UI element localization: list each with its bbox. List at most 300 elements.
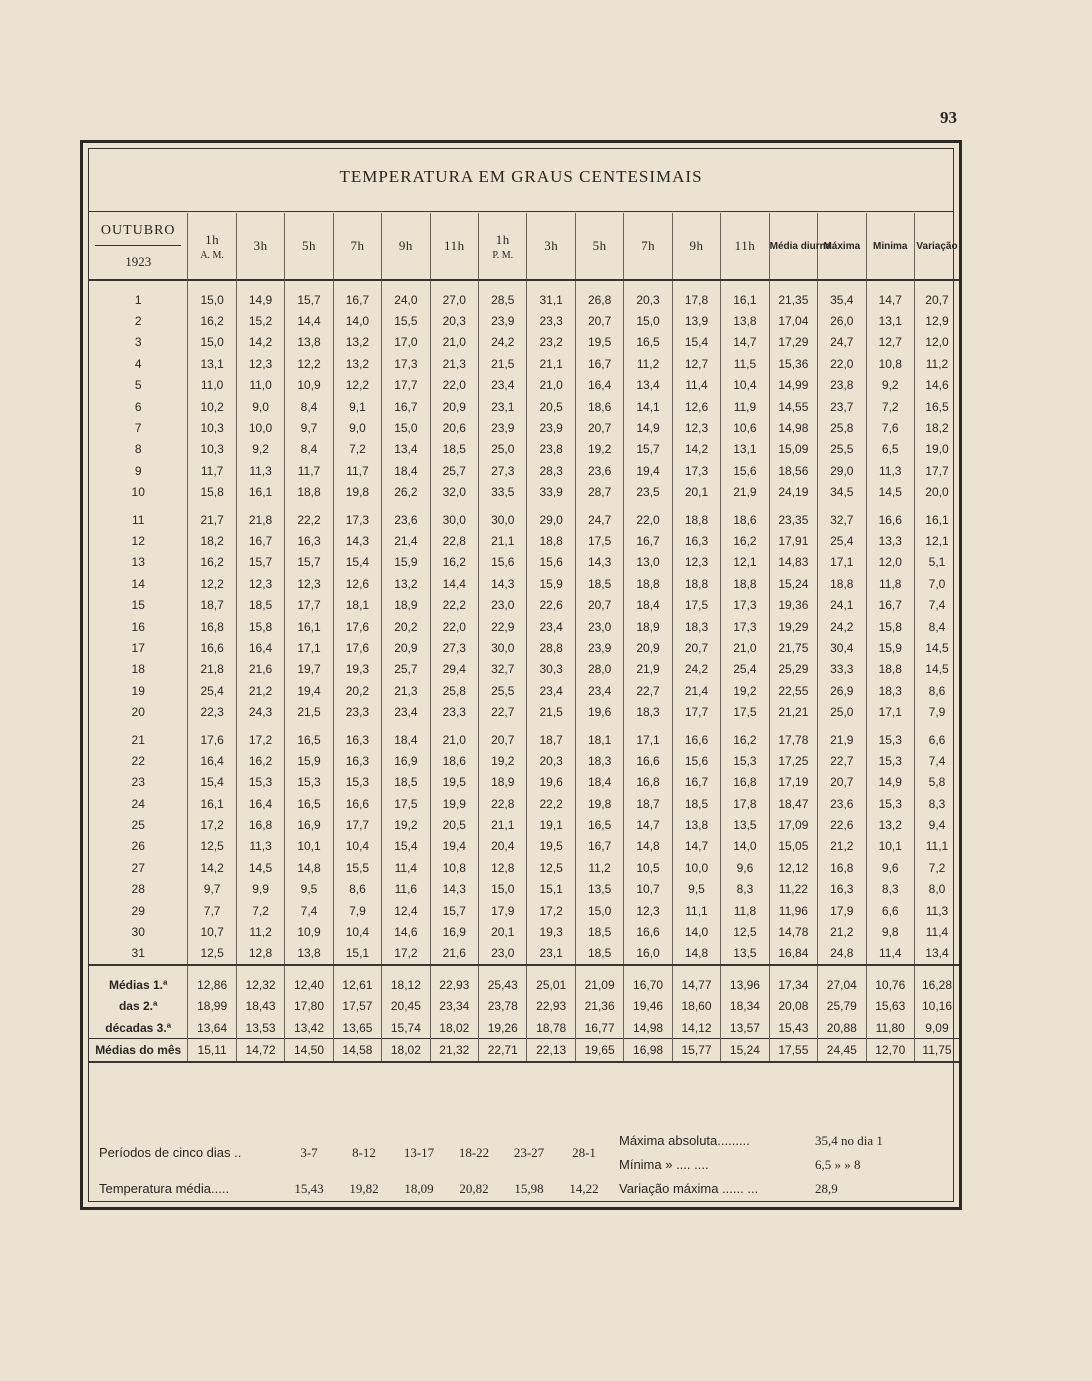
temperature-cell: 15,0 — [188, 332, 236, 353]
temperature-cell: 17,8 — [721, 793, 769, 814]
temperature-cell: 17,6 — [333, 616, 381, 637]
temperature-cell: 19,8 — [333, 482, 381, 503]
temperature-cell: 25,8 — [430, 680, 478, 701]
day-number: 28 — [131, 882, 145, 897]
day-number: 29 — [131, 903, 145, 918]
column-header-label: 3h — [544, 238, 559, 253]
temperature-cell: 18,6 — [575, 396, 623, 417]
temperature-cell: 21,9 — [721, 482, 769, 503]
month-mean-cell: 15,24 — [721, 1039, 769, 1062]
temperature-cell: 14,6 — [914, 375, 959, 396]
temperature-cell: 24,1 — [818, 594, 866, 615]
column-header-sublabel: A. M. — [200, 249, 224, 261]
temperature-cell: 16,8 — [624, 772, 672, 793]
temperature-cell: 9,6 — [721, 857, 769, 878]
temperature-cell: 11,0 — [236, 375, 284, 396]
temperature-cell: 15,4 — [382, 836, 430, 857]
temperature-cell: 13,4 — [382, 439, 430, 460]
temperature-cell: 12,5 — [188, 836, 236, 857]
temperature-cell: 25,4 — [721, 659, 769, 680]
temperature-cell: 18,9 — [382, 594, 430, 615]
temperature-cell: 12,5 — [188, 943, 236, 965]
temperature-cell: 16,5 — [624, 332, 672, 353]
month-mean-label: Médias do mês — [89, 1039, 188, 1062]
temperature-cell: 15,5 — [333, 857, 381, 878]
column-header-label: 7h — [350, 238, 365, 253]
decade-mean-cell: 15,43 — [769, 1017, 817, 1039]
period-mean-temp: 19,82 — [349, 1181, 379, 1196]
decade-mean-row — [89, 996, 959, 1017]
max-variation-value: 28,9 — [815, 1181, 838, 1196]
table-row — [89, 353, 959, 374]
temperature-cell: 14,3 — [430, 879, 478, 900]
decade-mean-cell: 15,63 — [866, 996, 914, 1017]
decade-mean-cell: 13,65 — [333, 1017, 381, 1039]
temperature-cell: 9,5 — [672, 879, 720, 900]
temperature-cell: 17,19 — [769, 772, 817, 793]
summary-footer — [89, 1111, 953, 1206]
temperature-cell: 15,09 — [769, 439, 817, 460]
temperature-cell: 13,5 — [721, 943, 769, 965]
decade-mean-cell: 9,09 — [914, 1017, 959, 1039]
day-number: 21 — [131, 732, 145, 747]
period-mean-temp: 14,22 — [569, 1181, 599, 1196]
temperature-cell: 15,9 — [285, 750, 333, 771]
table-row — [89, 879, 959, 900]
column-header-label: 11h — [734, 238, 756, 253]
temperature-cell: 20,3 — [527, 750, 575, 771]
temperature-cell: 17,2 — [382, 943, 430, 965]
temperature-cell: 14,3 — [479, 573, 527, 594]
day-number: 14 — [131, 576, 145, 591]
temperature-cell: 11,9 — [721, 396, 769, 417]
temperature-cell: 21,4 — [672, 680, 720, 701]
temperature-cell: 18,8 — [721, 573, 769, 594]
temperature-cell: 17,78 — [769, 729, 817, 750]
temperature-cell: 18,3 — [672, 616, 720, 637]
temperature-cell: 19,4 — [624, 460, 672, 481]
temperature-cell: 17,7 — [333, 814, 381, 835]
decade-mean-cell: 14,98 — [624, 1017, 672, 1039]
temperature-cell: 14,7 — [624, 814, 672, 835]
month-mean-cell: 16,98 — [624, 1039, 672, 1062]
decade-mean-cell: 18,99 — [188, 996, 236, 1017]
temperature-cell: 27,3 — [479, 460, 527, 481]
temperature-cell: 25,4 — [818, 530, 866, 551]
temperature-cell: 18,7 — [527, 729, 575, 750]
temperature-cell: 16,3 — [818, 879, 866, 900]
temperature-cell: 21,0 — [430, 729, 478, 750]
decade-mean-cell: 21,09 — [575, 965, 623, 995]
temperature-cell: 18,4 — [624, 594, 672, 615]
temperature-cell: 16,5 — [575, 814, 623, 835]
temperature-cell: 12,8 — [236, 943, 284, 965]
temperature-cell: 16,8 — [721, 772, 769, 793]
temperature-cell: 15,2 — [236, 310, 284, 331]
temperature-cell: 10,1 — [285, 836, 333, 857]
column-header — [527, 213, 575, 280]
temperature-cell: 21,75 — [769, 637, 817, 658]
temperature-cell: 13,2 — [333, 332, 381, 353]
temperature-cell: 22,8 — [479, 793, 527, 814]
temperature-cell: 13,2 — [333, 353, 381, 374]
day-number: 3 — [134, 335, 142, 350]
temperature-cell: 15,3 — [333, 772, 381, 793]
temperature-cell: 13,2 — [382, 573, 430, 594]
temperature-cell: 23,0 — [479, 594, 527, 615]
temperature-cell: 12,0 — [914, 332, 959, 353]
day-number: 23 — [131, 775, 145, 790]
temperature-cell: 28,3 — [527, 460, 575, 481]
temperature-cell: 5,1 — [914, 552, 959, 573]
temperature-cell: 21,9 — [818, 729, 866, 750]
temperature-cell: 24,2 — [672, 659, 720, 680]
temperature-cell: 14,9 — [236, 280, 284, 310]
temperature-cell: 15,24 — [769, 573, 817, 594]
temperature-cell: 17,0 — [382, 332, 430, 353]
temperature-cell: 28,7 — [575, 482, 623, 503]
period-range: 13-17 — [403, 1145, 435, 1160]
temperature-cell: 16,2 — [188, 310, 236, 331]
temperature-cell: 16,7 — [866, 594, 914, 615]
temperature-cell: 17,5 — [575, 530, 623, 551]
temperature-cell: 14,7 — [721, 332, 769, 353]
temperature-cell: 22,2 — [430, 594, 478, 615]
period-mean-temp: 15,43 — [294, 1181, 324, 1196]
temperature-cell: 18,5 — [430, 439, 478, 460]
decade-mean-cell: 23,78 — [479, 996, 527, 1017]
temperature-cell: 29,4 — [430, 659, 478, 680]
month-mean-cell: 22,13 — [527, 1039, 575, 1062]
temperature-cell: 20,6 — [430, 417, 478, 438]
temperature-cell: 20,3 — [430, 310, 478, 331]
temperature-cell: 14,1 — [624, 396, 672, 417]
temperature-cell: 16,8 — [818, 857, 866, 878]
temperature-cell: 15,7 — [285, 552, 333, 573]
temperature-cell: 11,96 — [769, 900, 817, 921]
decade-mean-cell: 16,77 — [575, 1017, 623, 1039]
temperature-cell: 20,2 — [382, 616, 430, 637]
month-mean-cell: 22,71 — [479, 1039, 527, 1062]
column-header-label: 1h — [205, 231, 220, 247]
temperature-cell: 19,5 — [430, 772, 478, 793]
day-number: 26 — [131, 839, 145, 854]
table-row — [89, 530, 959, 551]
temperature-cell: 24,7 — [575, 509, 623, 530]
temperature-cell: 17,9 — [818, 900, 866, 921]
day-number: 27 — [131, 860, 145, 875]
table-row — [89, 573, 959, 594]
table-row — [89, 310, 959, 331]
temperature-cell: 18,1 — [333, 594, 381, 615]
temperature-cell: 19,4 — [285, 680, 333, 701]
day-number: 5 — [134, 378, 142, 393]
temperature-cell: 26,2 — [382, 482, 430, 503]
month-mean-cell: 12,70 — [866, 1039, 914, 1062]
temperature-cell: 10,2 — [188, 396, 236, 417]
column-header-label: 1h — [495, 231, 510, 247]
temperature-cell: 25,29 — [769, 659, 817, 680]
temperature-cell: 12,12 — [769, 857, 817, 878]
temperature-cell: 16,2 — [188, 552, 236, 573]
column-header — [382, 213, 430, 280]
decade-mean-cell: 11,80 — [866, 1017, 914, 1039]
temperature-cell: 20,7 — [575, 417, 623, 438]
temperature-cell: 14,7 — [672, 836, 720, 857]
column-header-label: Minima — [873, 240, 908, 252]
temperature-cell: 21,2 — [236, 680, 284, 701]
day-number: 31 — [89, 943, 188, 965]
temperature-cell: 14,2 — [236, 332, 284, 353]
decade-mean-cell: 21,36 — [575, 996, 623, 1017]
temperature-cell: 10,7 — [624, 879, 672, 900]
temperature-cell: 13,8 — [285, 332, 333, 353]
temperature-cell: 15,9 — [527, 573, 575, 594]
day-number: 1 — [134, 292, 142, 307]
period-range: 18-22 — [458, 1145, 490, 1160]
temperature-cell: 20,5 — [430, 814, 478, 835]
temperature-cell: 17,7 — [672, 701, 720, 722]
temperature-cell: 18,8 — [624, 573, 672, 594]
temperature-cell: 14,9 — [624, 417, 672, 438]
temperature-cell: 7,4 — [914, 750, 959, 771]
temperature-cell: 9,2 — [236, 439, 284, 460]
day-number: 19 — [131, 683, 145, 698]
day-number: 2 — [134, 314, 142, 329]
temperature-cell: 18,8 — [672, 573, 720, 594]
temperature-cell: 21,7 — [188, 509, 236, 530]
temperature-cell: 21,0 — [721, 637, 769, 658]
temperature-cell: 11,2 — [624, 353, 672, 374]
temperature-cell: 7,9 — [914, 701, 959, 722]
day-number: 12 — [131, 533, 145, 548]
temperature-cell: 17,3 — [721, 616, 769, 637]
decade-mean-cell: 19,46 — [624, 996, 672, 1017]
temperature-cell: 17,2 — [527, 900, 575, 921]
column-header — [430, 213, 478, 280]
temperature-cell: 9,9 — [236, 879, 284, 900]
day-number: 8 — [134, 442, 142, 457]
temperature-cell: 12,3 — [624, 900, 672, 921]
column-header — [818, 213, 866, 280]
temperature-cell: 21,4 — [382, 530, 430, 551]
day-number: 15 — [131, 598, 145, 613]
temperature-cell: 12,3 — [285, 573, 333, 594]
temperature-cell: 21,0 — [430, 332, 478, 353]
table-row — [89, 943, 959, 965]
temperature-cell: 16,8 — [236, 814, 284, 835]
temperature-cell: 10,3 — [188, 417, 236, 438]
period-range: 8-12 — [352, 1145, 376, 1160]
temperature-cell: 23,4 — [575, 680, 623, 701]
temperature-cell: 21,21 — [769, 701, 817, 722]
temperature-cell: 16,1 — [914, 509, 959, 530]
temperature-cell: 9,0 — [236, 396, 284, 417]
column-header-label: Média diurna — [769, 240, 832, 252]
table-row — [89, 375, 959, 396]
temperature-cell: 22,0 — [624, 509, 672, 530]
temperature-cell: 16,7 — [333, 280, 381, 310]
temperature-cell: 27,3 — [430, 637, 478, 658]
day-number: 6 — [134, 399, 142, 414]
temperature-cell: 11,5 — [721, 353, 769, 374]
temperature-cell: 18,4 — [382, 460, 430, 481]
temperature-cell: 17,29 — [769, 332, 817, 353]
temperature-cell: 17,2 — [188, 814, 236, 835]
temperature-cell: 14,8 — [285, 857, 333, 878]
temperature-cell: 10,4 — [333, 921, 381, 942]
temperature-cell: 17,25 — [769, 750, 817, 771]
column-header-label: 9h — [689, 238, 704, 253]
temperature-cell: 31,1 — [527, 280, 575, 310]
decade-mean-cell: 15,74 — [382, 1017, 430, 1039]
temperature-cell: 6,6 — [914, 729, 959, 750]
table-row — [89, 900, 959, 921]
column-header-label: 3h — [253, 238, 268, 253]
decade-mean-cell: 25,43 — [479, 965, 527, 995]
temperature-cell: 11,4 — [866, 943, 914, 965]
table-row — [89, 701, 959, 722]
temperature-cell: 14,55 — [769, 396, 817, 417]
column-header — [285, 213, 333, 280]
temperature-cell: 21,2 — [818, 921, 866, 942]
temperature-cell: 18,5 — [575, 943, 623, 965]
temperature-cell: 18,8 — [672, 509, 720, 530]
temperature-cell: 7,2 — [914, 857, 959, 878]
temperature-cell: 15,3 — [866, 793, 914, 814]
temperature-cell: 16,4 — [236, 637, 284, 658]
temperature-cell: 9,0 — [333, 417, 381, 438]
temperature-cell: 15,3 — [866, 750, 914, 771]
temperature-cell: 33,5 — [479, 482, 527, 503]
temperature-cell: 28,8 — [527, 637, 575, 658]
temperature-cell: 16,4 — [575, 375, 623, 396]
temperature-cell: 25,5 — [479, 680, 527, 701]
month-mean-cell: 15,77 — [672, 1039, 720, 1062]
temperature-cell: 34,5 — [818, 482, 866, 503]
temperature-cell: 16,6 — [333, 793, 381, 814]
period-mean-temp: 18,09 — [404, 1181, 434, 1196]
temperature-cell: 16,7 — [382, 396, 430, 417]
table-row — [89, 680, 959, 701]
temperature-cell: 15,3 — [236, 772, 284, 793]
temperature-cell: 16,4 — [188, 750, 236, 771]
temperature-cell: 20,1 — [672, 482, 720, 503]
temperature-cell: 17,3 — [333, 509, 381, 530]
temperature-cell: 30,0 — [479, 637, 527, 658]
temperature-cell: 12,2 — [188, 573, 236, 594]
temperature-cell: 23,9 — [479, 417, 527, 438]
temperature-cell: 12,3 — [236, 353, 284, 374]
temperature-cell: 14,4 — [430, 573, 478, 594]
temperature-cell: 23,4 — [527, 680, 575, 701]
temperature-cell: 15,8 — [236, 616, 284, 637]
temperature-cell: 13,0 — [624, 552, 672, 573]
table-inner-border — [88, 148, 958, 1202]
day-number: 4 — [134, 356, 142, 371]
temperature-cell: 23,6 — [575, 460, 623, 481]
temperature-cell: 21,6 — [430, 943, 478, 965]
decade-mean-cell: 23,34 — [430, 996, 478, 1017]
day-number: 22 — [131, 753, 145, 768]
temperature-cell: 23,3 — [527, 310, 575, 331]
decade-mean-cell: 14,77 — [672, 965, 720, 995]
temperature-cell: 15,3 — [721, 750, 769, 771]
column-header — [479, 213, 527, 280]
temperature-cell: 23,2 — [527, 332, 575, 353]
temperature-cell: 15,4 — [333, 552, 381, 573]
temperature-cell: 10,6 — [721, 417, 769, 438]
column-header — [769, 213, 832, 280]
temperature-cell: 10,4 — [333, 836, 381, 857]
temperature-cell: 11,3 — [914, 900, 959, 921]
decade-mean-cell: 13,53 — [236, 1017, 284, 1039]
temperature-cell: 22,55 — [769, 680, 817, 701]
temperature-cell: 8,3 — [914, 793, 959, 814]
temperature-cell: 12,2 — [333, 375, 381, 396]
temperature-cell: 11,3 — [236, 460, 284, 481]
temperature-cell: 30,0 — [430, 509, 478, 530]
temperature-cell: 22,8 — [430, 530, 478, 551]
decade-mean-cell: 18,43 — [236, 996, 284, 1017]
column-header — [333, 213, 381, 280]
temperature-cell: 16,6 — [866, 509, 914, 530]
temperature-cell: 10,3 — [188, 439, 236, 460]
temperature-cell: 14,8 — [672, 943, 720, 965]
temperature-cell: 12,6 — [333, 573, 381, 594]
month-mean-cell: 11,75 — [914, 1039, 959, 1062]
temperature-cell: 16,9 — [430, 921, 478, 942]
temperature-cell: 11,3 — [236, 836, 284, 857]
month-mean-cell: 21,32 — [430, 1039, 478, 1062]
temperature-cell: 22,7 — [818, 750, 866, 771]
temperature-cell: 18,5 — [575, 921, 623, 942]
temperature-cell: 16,1 — [188, 793, 236, 814]
temperature-cell: 15,6 — [721, 460, 769, 481]
temperature-cell: 12,2 — [285, 353, 333, 374]
temperature-cell: 26,0 — [818, 310, 866, 331]
temperature-cell: 7,6 — [866, 417, 914, 438]
table-row — [89, 594, 959, 615]
temperature-cell: 18,5 — [672, 793, 720, 814]
temperature-cell: 15,9 — [382, 552, 430, 573]
day-number: 10 — [131, 485, 145, 500]
temperature-cell: 17,1 — [866, 701, 914, 722]
month-mean-cell: 17,55 — [769, 1039, 817, 1062]
temperature-cell: 14,7 — [866, 280, 914, 310]
temperature-cell: 19,3 — [333, 659, 381, 680]
temperature-cell: 22,0 — [430, 616, 478, 637]
temperature-cell: 17,09 — [769, 814, 817, 835]
temperature-cell: 18,3 — [624, 701, 672, 722]
temperature-cell: 13,1 — [866, 310, 914, 331]
temperature-cell: 22,2 — [285, 509, 333, 530]
temperature-cell: 15,5 — [382, 310, 430, 331]
column-header — [914, 213, 959, 280]
temperature-cell: 18,5 — [382, 772, 430, 793]
title-divider — [89, 211, 953, 212]
temperature-cell: 15,1 — [333, 943, 381, 965]
temperature-cell: 13,8 — [285, 943, 333, 965]
temperature-cell: 10,1 — [866, 836, 914, 857]
temperature-cell: 18,7 — [624, 793, 672, 814]
temperature-cell: 22,0 — [430, 375, 478, 396]
decade-mean-cell: 18,60 — [672, 996, 720, 1017]
decade-mean-cell: 19,26 — [479, 1017, 527, 1039]
temperature-cell: 7,2 — [236, 900, 284, 921]
month-year-header — [89, 213, 188, 280]
column-header — [721, 213, 769, 280]
